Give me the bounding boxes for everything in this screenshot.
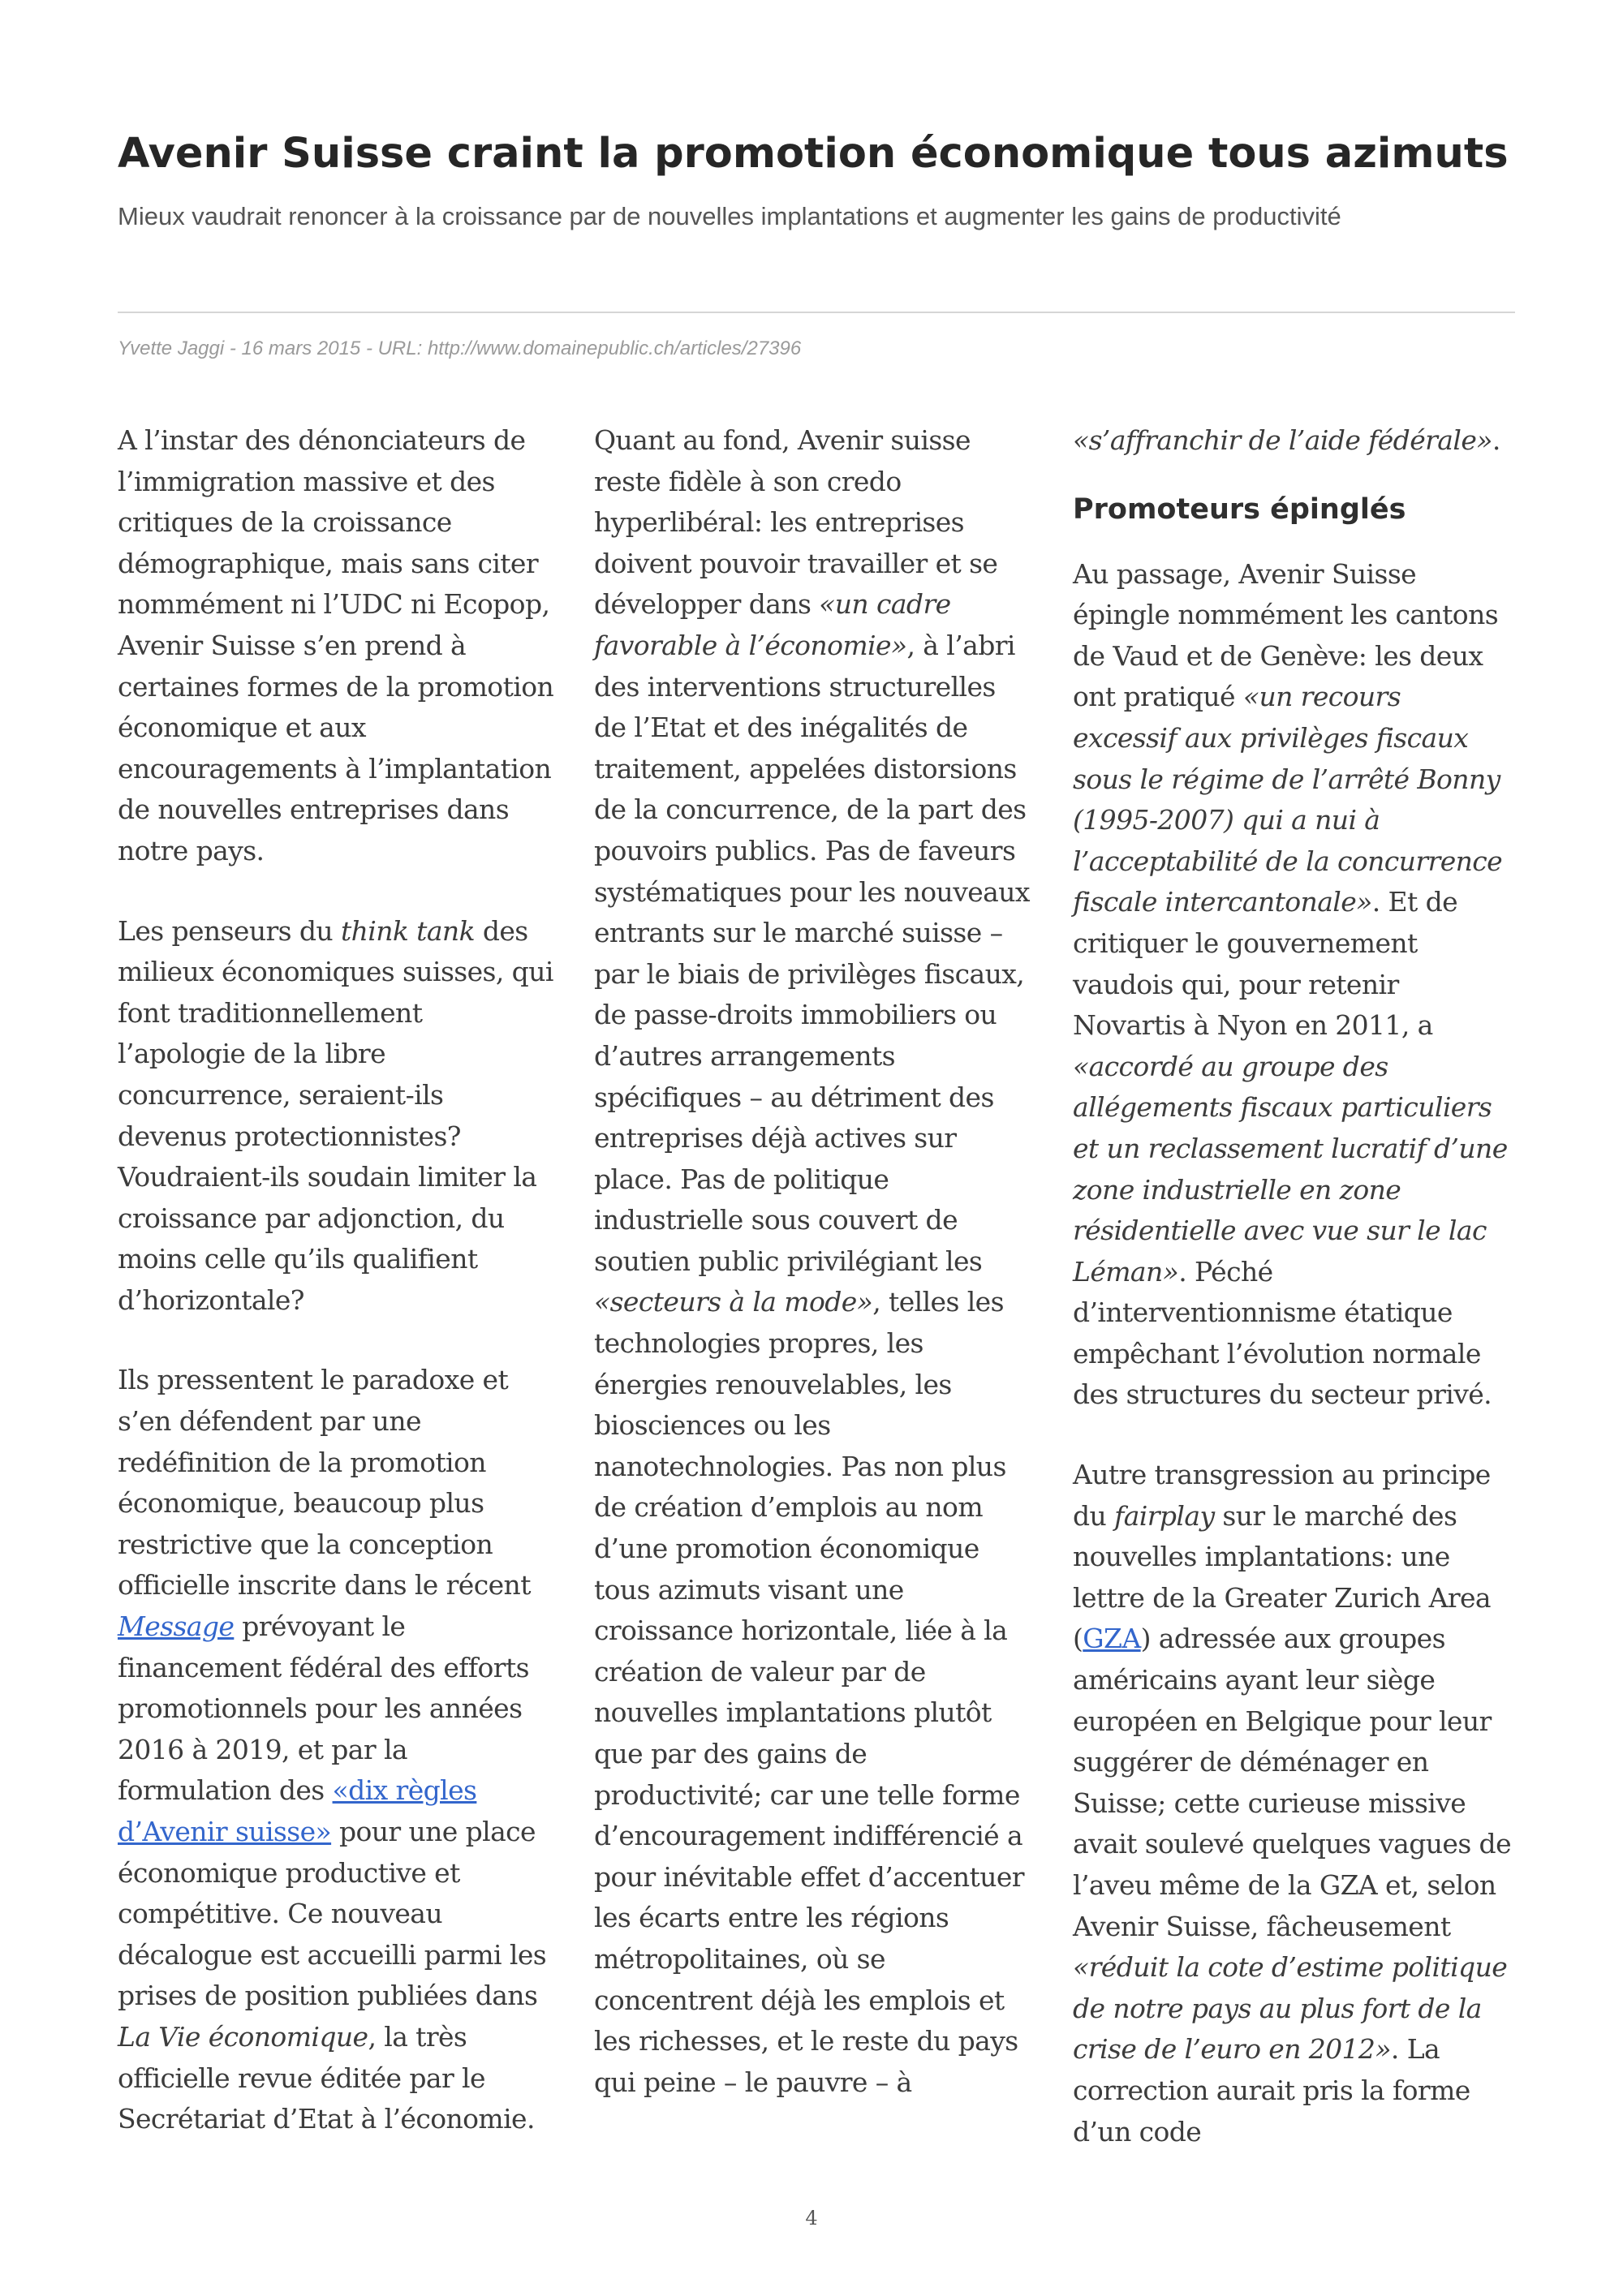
paragraph-4: Quant au fond, Avenir suisse reste fidèle à son credo hyperlibéral: les entreprises doivent pouvoir travailler et se développer dans «un cadre favorable à l’économie», à l’abri des interventions structurelles de l’Etat et des inégalités de traitement, appelées distorsions de la concurrence, de la part des pouvoirs publics. Pas de faveurs systématiques pour les nouveaux entrants sur le marché suisse – par le biais de privilèges fiscaux, de passe-droits immobiliers ou d’autres arrangements spécifiques – au détriment des entreprises déjà actives sur place. Pas de politique industrielle sous couvert de soutien public privilégiant les «secteurs à la mode», telles les technologies propres, les énergies renouvelables, les biosciences ou les nanotechnologies. Pas non plus de création d’emplois au nom d’une promotion économique tous azimuts visant une croissance horizontale, liée à la création de valeur par de nouvelles implantations plutôt que par des gains de productivité; car une telle forme d’encouragement indifférencié a pour inévitable effet d’accentuer les écarts entre les régions métropolitaines, où se concentrent déjà les emplois et les richesses, et le reste du pays qui peine – le pauvre – à <box>594 424 1030 2098</box>
paragraph-2: Les penseurs du think tank des milieux économiques suisses, qui font traditionnellement l’apologie de la libre concurrence, seraient-ils devenus protectionnistes? Voudraient-ils soudain limiter la croissance par adjonction, du moins celle qu’ils qualifient d’horizontale? <box>118 914 553 1316</box>
message-link[interactable]: Message <box>118 1610 235 1643</box>
article-meta: Yvette Jaggi - 16 mars 2015 - URL: http://www.domainepublic.ch/articles/27396 <box>118 338 802 359</box>
paragraph-1: A l’instar des dénonciateurs de l’immigration massive et des critiques de la croissance démographique, mais sans citer nommément ni l’UDC ni Ecopop, Avenir Suisse s’en prend à certaines formes de la promotion économique et aux encouragements à l’implantation de nouvelles entreprises dans notre pays. <box>118 424 554 866</box>
paragraph-6: Autre transgression au principe du fairplay sur le marché des nouvelles implantations: une lettre de la Greater Zurich Area (GZA) adressée aux groupes américains ayant leur siège européen en Belgique pour leur suggérer de déménager en Suisse; cette curieuse missive avait soulevé quelques vagues de l’aveu même de la GZA et, selon Avenir Suisse, fâcheusement «réduit la cote d’estime politique de notre pays au plus fort de la crise de l’euro en 2012». La correction aurait pris la forme d’un code <box>1073 1459 1511 2148</box>
paragraph-3: Ils pressentent le paradoxe et s’en défendent par une redéfinition de la promotion économique, beaucoup plus restrictive que la conception officielle inscrite dans le récent Message prévoyant le financement fédéral des efforts promotionnels pour les années 2016 à 2019, et par la formulation des «dix règles d’Avenir suisse» pour une place économique productive et compétitive. Ce nouveau décalogue est accueilli parmi les prises de position publiées dans La Vie économique, la très officielle revue éditée par le Secrétariat d’Etat à l’économie. <box>118 1364 547 2135</box>
header-divider <box>118 312 1515 313</box>
article-subtitle: Mieux vaudrait renoncer à la croissance par de nouvelles implantations et augmenter les gains de productivité <box>118 202 1341 230</box>
gza-link[interactable]: GZA <box>1083 1623 1141 1655</box>
section-heading: Promoteurs épinglés <box>1073 492 1406 526</box>
paragraph-4-continued: «s’affranchir de l’aide fédérale». <box>1073 424 1500 456</box>
text-column-3 <box>1073 420 1511 2191</box>
dix-regles-link[interactable]: «dix règles d’Avenir suisse» <box>118 1774 477 1847</box>
article-title: Avenir Suisse craint la promotion économique tous azimuts <box>118 130 1509 178</box>
paragraph-5: Au passage, Avenir Suisse épingle nommément les cantons de Vaud et de Genève: les deux ont pratiqué «un recours excessif aux privilèges fiscaux sous le régime de l’arrêté Bonny (1995-2007) qui a nui à l’acceptabilité de la concurrence fiscale intercantonale». Et de critiquer le gouvernement vaudois qui, pour retenir Novartis à Nyon en 2011, a «accordé au groupe des allégements fiscaux particuliers et un reclassement lucratif d’une zone industrielle en zone résidentielle avec vue sur le lac Léman». Péché d’interventionnisme étatique empêchant l’évolution normale des structures du secteur privé. <box>1073 557 1508 1411</box>
text-column-2 <box>594 420 1032 2142</box>
text-column-1 <box>118 420 556 2179</box>
page-number: 4 <box>805 2207 818 2229</box>
